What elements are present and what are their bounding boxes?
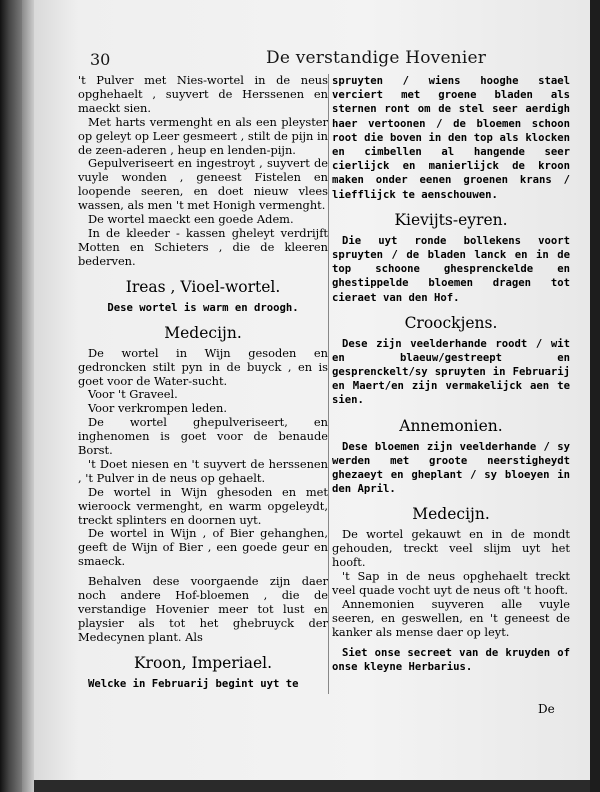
paragraph: Voor 't Graveel. <box>88 387 178 402</box>
running-title: De verstandige Hovenier <box>266 48 487 68</box>
catchword: De <box>538 702 555 716</box>
page-number: 30 <box>90 50 111 69</box>
paragraph: De wortel maeckt een goede Adem. <box>88 212 294 227</box>
left-column <box>78 74 328 691</box>
blackletter-text: Welcke in Februarij begint uyt te <box>88 677 299 690</box>
scan-edge-shadow <box>0 0 22 792</box>
paragraph: De wortel gekauwt en in de mondt gehouden, treckt veel slijm uyt het hooft. <box>332 527 570 570</box>
blackletter-text: Die uyt ronde bollekens voort spruyten / de bladen lanck en in de top schoone ghesprenckelde en ghestippelde bloemen dragen tot cieraet van den Hof. <box>332 234 570 304</box>
paragraph: De wortel in Wijn gesoden en gedroncken stilt pyn in de buyck , en is goet voor de Water-sucht. <box>78 345 328 388</box>
blackletter-text: Dese zijn veelderhande roodt / wit en blaeuw/gestreept en gesprenckelt/sy spruyten in Februarij en Maert/en zijn vermakelijck aen te sien. <box>332 337 570 407</box>
section-heading-kievijts: Kievijts-eyren. <box>394 210 508 229</box>
section-heading-annemonien: Annemonien. <box>399 416 503 435</box>
paragraph: Behalven dese voorgaende zijn daer noch andere Hof-bloemen , die de verstandige Hovenier meer tot lust en playsier als tot het ghebruyck der Medecynen plant. Als <box>78 574 328 644</box>
paragraph: De wortel in Wijn ghesoden en met wieroock vermenght, en warm opgeleydt, treckt splinters en doornen uyt. <box>78 484 328 527</box>
right-column <box>332 74 570 674</box>
paragraph: Annemonien suyveren alle vuyle seeren, en geswellen, en 't geneest de kanker als mense daer op leyt. <box>332 596 570 639</box>
section-heading-croockjens: Croockjens. <box>404 313 498 332</box>
blackletter-text: spruyten / wiens hooghe stael verciert met groene bladen als sternen ront om de stel seer aerdigh haer vertoonen / de bloemen schoon root die boven in den top als klocken en cimbellen al hangende seer cierlijck en manierlijck de kroon maken onder eenen groenen krans / liefflijck te aenschouwen. <box>332 75 570 201</box>
section-heading-ireas: Ireas , Vioel-wortel. <box>125 277 281 296</box>
paragraph: Gepulveriseert en ingestroyt , suyvert de vuyle wonden , geneest Fistelen en loopende seeren, en doet nieuw vlees wassen, als men 't met Honigh vermenght. <box>78 156 328 213</box>
section-heading-kroon: Kroon, Imperiael. <box>133 653 273 672</box>
blackletter-text: Siet onse secreet van de kruyden of onse kleyne Herbarius. <box>332 646 570 673</box>
page-bottom-shadow <box>34 780 590 792</box>
paragraph: Voor verkrompen leden. <box>88 401 227 416</box>
paragraph: 't Pulver met Nies-wortel in de neus opghehaelt , suyvert de Herssenen en maeckt sien. <box>78 73 328 115</box>
blackletter-text: Dese wortel is warm en droogh. <box>107 301 299 314</box>
paragraph: Met harts vermenght en als een pleyster op geleyt op Leer gesmeert , stilt de pijn in de zeen-aderen , heup en lenden-pijn. <box>78 114 328 157</box>
paragraph: 't Sap in de neus opghehaelt treckt veel quade vocht uyt de neus oft 't hooft. <box>332 569 570 597</box>
scan-right-edge <box>590 0 600 792</box>
paragraph: De wortel ghepulveriseert, en inghenomen is goet voor de benaude Borst. <box>78 415 328 458</box>
paragraph: In de kleeder - kassen gheleyt verdrijft Motten en Schieters , die de kleeren bederven. <box>78 225 328 268</box>
paragraph: De wortel in Wijn , of Bier gehanghen, geeft de Wijn of Bier , een goede geur en smaeck. <box>78 526 328 569</box>
section-heading-medecijn: Medecijn. <box>164 323 242 342</box>
blackletter-text: Dese bloemen zijn veelderhande / sy werden met groote neerstigheydt ghezaeyt en gheplant / sy bloeyen in den April. <box>332 440 570 496</box>
paragraph: 't Doet niesen en 't suyvert de herssenen , 't Pulver in de neus op gehaelt. <box>78 456 328 485</box>
column-divider <box>328 74 329 694</box>
section-heading-medecijn: Medecijn. <box>412 505 490 524</box>
